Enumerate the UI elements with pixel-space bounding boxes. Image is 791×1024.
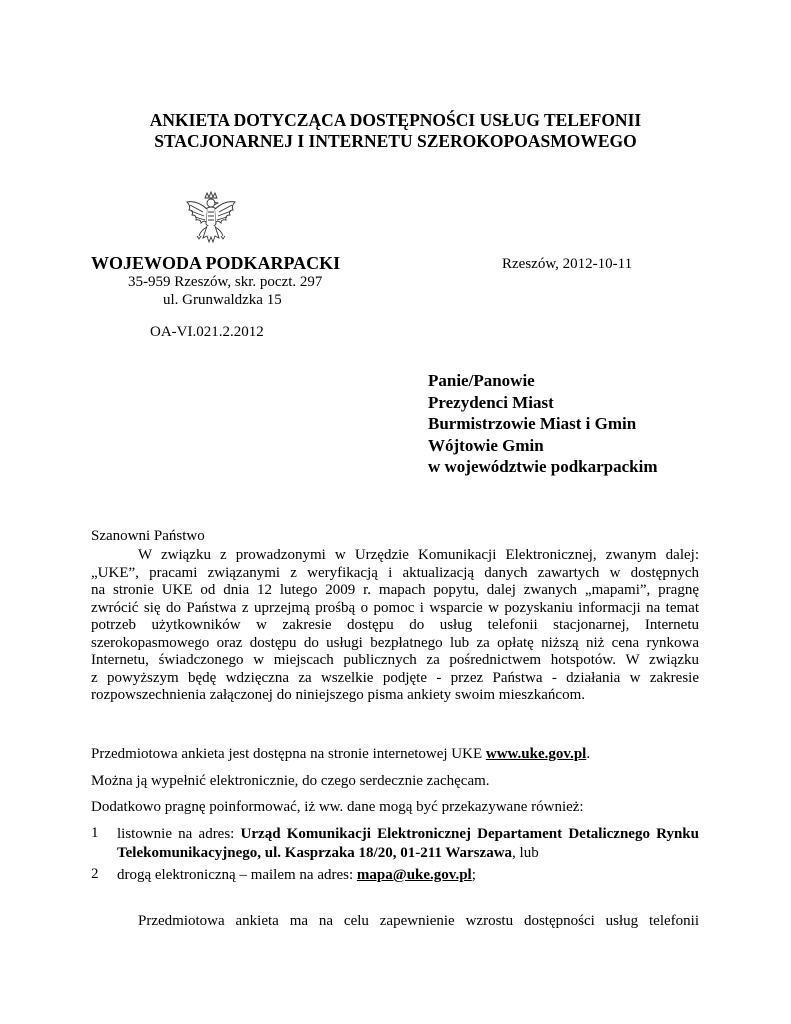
additional-info-line: Dodatkowo pragnę poinformować, iż ww. dane mogą być przekazywane również: xyxy=(91,799,584,815)
paragraph-line: szerokopasmowego oraz dostępu do usługi bezpłatnego lub za opłatę niższą niż cena rynkowa xyxy=(91,634,699,651)
list-item-prefix: drogą elektroniczną – mailem na adres: xyxy=(117,867,357,883)
availability-suffix: . xyxy=(586,746,591,762)
paragraph-line: z powyższym będę wdzięczna za wszelkie podjęte - przez Państwa - działania w zakresie xyxy=(91,669,699,686)
list-item-prefix: listownie na adres: xyxy=(117,826,241,842)
salutation: Szanowni Państwo xyxy=(91,528,205,544)
uke-website-link[interactable]: www.uke.gov.pl xyxy=(485,746,587,762)
list-item-postal xyxy=(117,825,699,863)
sender-address-line-2: ul. Grunwaldzka 15 xyxy=(163,292,282,308)
paragraph-line: Internetu, świadczonego w miejscach publicznych za pośrednictwem hotspotów. W związku xyxy=(91,652,699,668)
recipient-line: Panie/Panowie xyxy=(428,371,535,390)
paragraph-line: rozpowszechnienia załączonej do niniejszego pisma ankiety swoim mieszkańcom. xyxy=(91,687,585,703)
letter-date: Rzeszów, 2012-10-11 xyxy=(502,256,633,272)
recipient-line: Burmistrzowie Miast i Gmin xyxy=(428,414,637,434)
closing-paragraph-line: Przedmiotowa ankieta ma na celu zapewnienie wzrostu dostępności usług telefonii xyxy=(138,913,699,929)
paragraph-line: na stronie UKE od dnia 12 lutego 2009 r. mapach popytu, dalej zwanych „mapami”, pragnę xyxy=(91,582,699,598)
main-paragraph xyxy=(91,547,699,705)
availability-line xyxy=(91,746,590,763)
list-item-suffix: , lub xyxy=(512,845,539,861)
list-item-suffix: ; xyxy=(471,867,476,883)
sender-name: WOJEWODA PODKARPACKI xyxy=(91,253,341,273)
postal-address-line-2: Telekomunikacyjnego, ul. Kasprzaka 18/20, 01-211 Warszawa xyxy=(117,845,513,861)
sender-address-line-1: 35-959 Rzeszów, skr. poczt. 297 xyxy=(128,274,323,290)
recipients-block xyxy=(428,370,658,478)
fill-online-line: Można ją wypełnić elektronicznie, do czego serdecznie zachęcam. xyxy=(91,773,490,789)
document-title-line-2: STACJONARNEJ I INTERNETU SZEROKOPOASMOWEGO xyxy=(154,131,637,151)
reference-number: OA-VI.021.2.2012 xyxy=(150,324,264,340)
list-item-number: 1 xyxy=(91,825,99,841)
availability-prefix: Przedmiotowa ankieta jest dostępna na stronie internetowej UKE xyxy=(91,746,486,762)
list-item-email xyxy=(117,866,699,885)
list-item-number: 2 xyxy=(91,866,99,882)
recipient-line: Wójtowie Gmin xyxy=(428,435,544,455)
recipient-line: w województwie podkarpackim xyxy=(428,457,658,477)
email-link[interactable]: mapa@uke.gov.pl xyxy=(356,867,472,883)
paragraph-line: „UKE”, pracami związanymi z weryfikacją i aktualizacją danych zawartych w dostępnych xyxy=(91,564,699,581)
recipient-line: Prezydenci Miast xyxy=(428,392,554,412)
paragraph-line: zwrócić się do Państwa z uprzejmą prośbą o pomoc i wsparcie w pozyskaniu informacji na temat xyxy=(91,599,699,616)
paragraph-line: potrzeb użytkowników w zakresie dostępu do usług telefonii stacjonarnej, Internetu xyxy=(91,617,699,633)
postal-address-line-1: Urząd Komunikacji Elektronicznej Departament Detalicznego Rynku xyxy=(240,826,699,842)
document-title-line-1: ANKIETA DOTYCZĄCA DOSTĘPNOŚCI USŁUG TELEFONII xyxy=(149,110,642,130)
paragraph-line: W związku z prowadzonymi w Urzędzie Komunikacji Elektronicznej, zwanym dalej: xyxy=(138,547,699,563)
polish-eagle-emblem-icon xyxy=(183,190,239,250)
